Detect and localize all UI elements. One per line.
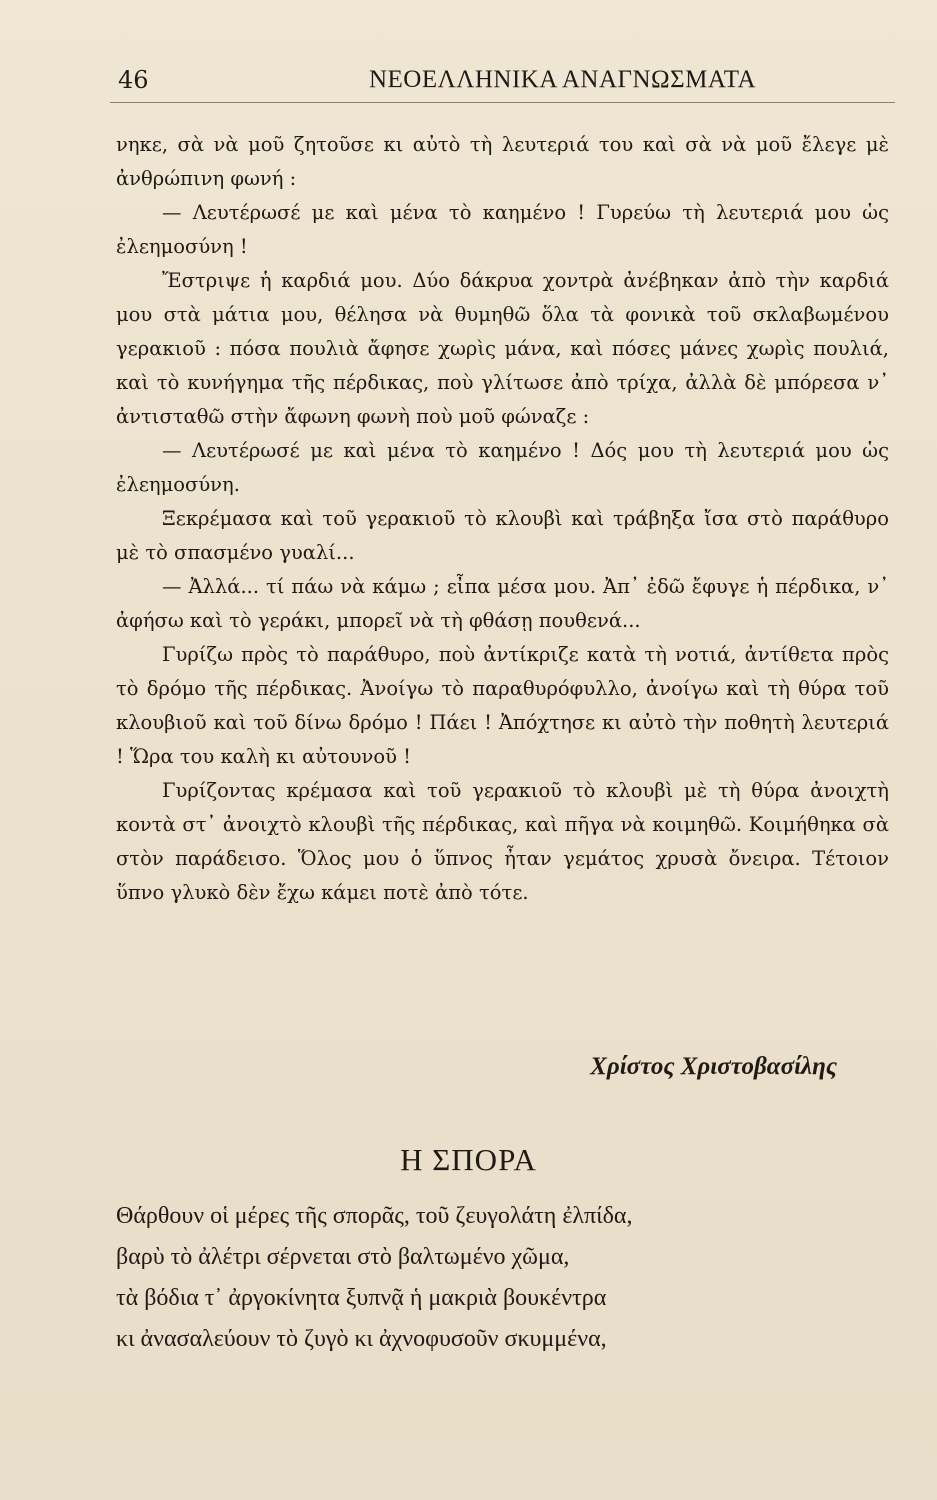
page-header: [110, 66, 895, 103]
paragraph: νηκε, σὰ νὰ μοῦ ζητοῦσε κι αὐτὸ τὴ λευτεριά του καὶ σὰ νὰ μοῦ ἔλεγε μὲ ἀνθρώπινη φωνή :: [116, 133, 889, 190]
poem-line: κι ἀνασαλεύουν τὸ ζυγὸ κι ἀχνοφυσοῦν σκυμμένα,: [116, 1326, 607, 1352]
paragraph: Ἔστριψε ἡ καρδιά μου. Δύο δάκρυα χοντρὰ ἀνέβηκαν ἀπὸ τὴν καρδιά μου στὰ μάτια μου, θέλησα νὰ θυμηθῶ ὅλα τὰ φονικὰ τοῦ σκλαβωμένου γερακιοῦ : πόσα πουλιὰ ἄφησε χωρὶς μάνα, καὶ πόσες μάνες χωρὶς πουλιά, καὶ τὸ κυνήγημα τῆς πέρδικας, ποὺ γλίτωσε ἀπὸ τρίχα, ἀλλὰ δὲ μπόρεσα ν᾿ ἀντισταθῶ στὴν ἄφωνη φωνὴ ποὺ μοῦ φώναζε :: [116, 269, 889, 428]
poem-line: Θάρθουν οἱ μέρες τῆς σπορᾶς, τοῦ ζευγολάτη ἐλπίδα,: [116, 1203, 633, 1229]
paragraph: Ξεκρέμασα καὶ τοῦ γερακιοῦ τὸ κλουβὶ καὶ τράβηξα ἴσα στὸ παράθυρο μὲ τὸ σπασμένο γυαλί...: [116, 507, 889, 564]
poem-text: [116, 1196, 906, 1360]
page-number: 46: [118, 66, 149, 94]
paragraph: — Λευτέρωσέ με καὶ μένα τὸ καημένο ! Δός μου τὴ λευτεριά μου ὡς ἐλεημοσύνη.: [116, 439, 889, 496]
paragraph: — Ἀλλά... τί πάω νὰ κάμω ; εἶπα μέσα μου. Ἀπ᾿ ἐδῶ ἔφυγε ἡ πέρδικα, ν᾿ ἀφήσω καὶ τὸ γεράκι, μπορεῖ νὰ τὴ φθάσῃ πουθενά...: [116, 575, 889, 632]
author-signature: Χρίστος Χριστοβασίλης: [590, 1053, 837, 1080]
running-title: ΝΕΟΕΛΛΗΝΙΚΑ ΑΝΑΓΝΩΣΜΑΤΑ: [368, 66, 757, 93]
paragraph: Γυρίζοντας κρέμασα καὶ τοῦ γερακιοῦ τὸ κλουβὶ μὲ τὴ θύρα ἀνοιχτὴ κοντὰ στ᾿ ἀνοιχτὸ κλουβὶ τῆς πέρδικας, καὶ πῆγα νὰ κοιμηθῶ. Κοιμήθηκα σὰ στὸν παράδεισο. Ὅλος μου ὁ ὕπνος ἦταν γεμάτος χρυσὰ ὄνειρα. Τέτοιον ὕπνο γλυκὸ δὲν ἔχω κάμει ποτὲ ἀπὸ τότε.: [116, 779, 889, 904]
paragraph: Γυρίζω πρὸς τὸ παράθυρο, ποὺ ἀντίκριζε κατὰ τὴ νοτιά, ἀντίθετα πρὸς τὸ δρόμο τῆς πέρδικας. Ἀνοίγω τὸ παραθυρόφυλλο, ἀνοίγω καὶ τὴ θύρα τοῦ κλουβιοῦ καὶ τοῦ δίνω δρόμο ! Πάει ! Ἀπόχτησε κι αὐτὸ τὴν ποθητὴ λευτεριά ! Ὥρα του καλὴ κι αὐτουνοῦ !: [116, 643, 889, 768]
poem-title: Η ΣΠΟΡΑ: [400, 1142, 537, 1177]
story-text: [116, 128, 889, 910]
poem-line: τὰ βόδια τ᾿ ἀργοκίνητα ξυπνᾷ ἡ μακριὰ βουκέντρα: [116, 1285, 607, 1311]
poem-line: βαρὺ τὸ ἀλέτρι σέρνεται στὸ βαλτωμένο χῶμα,: [116, 1244, 570, 1270]
paragraph: — Λευτέρωσέ με καὶ μένα τὸ καημένο ! Γυρεύω τὴ λευτεριά μου ὡς ἐλεημοσύνη !: [116, 201, 889, 258]
